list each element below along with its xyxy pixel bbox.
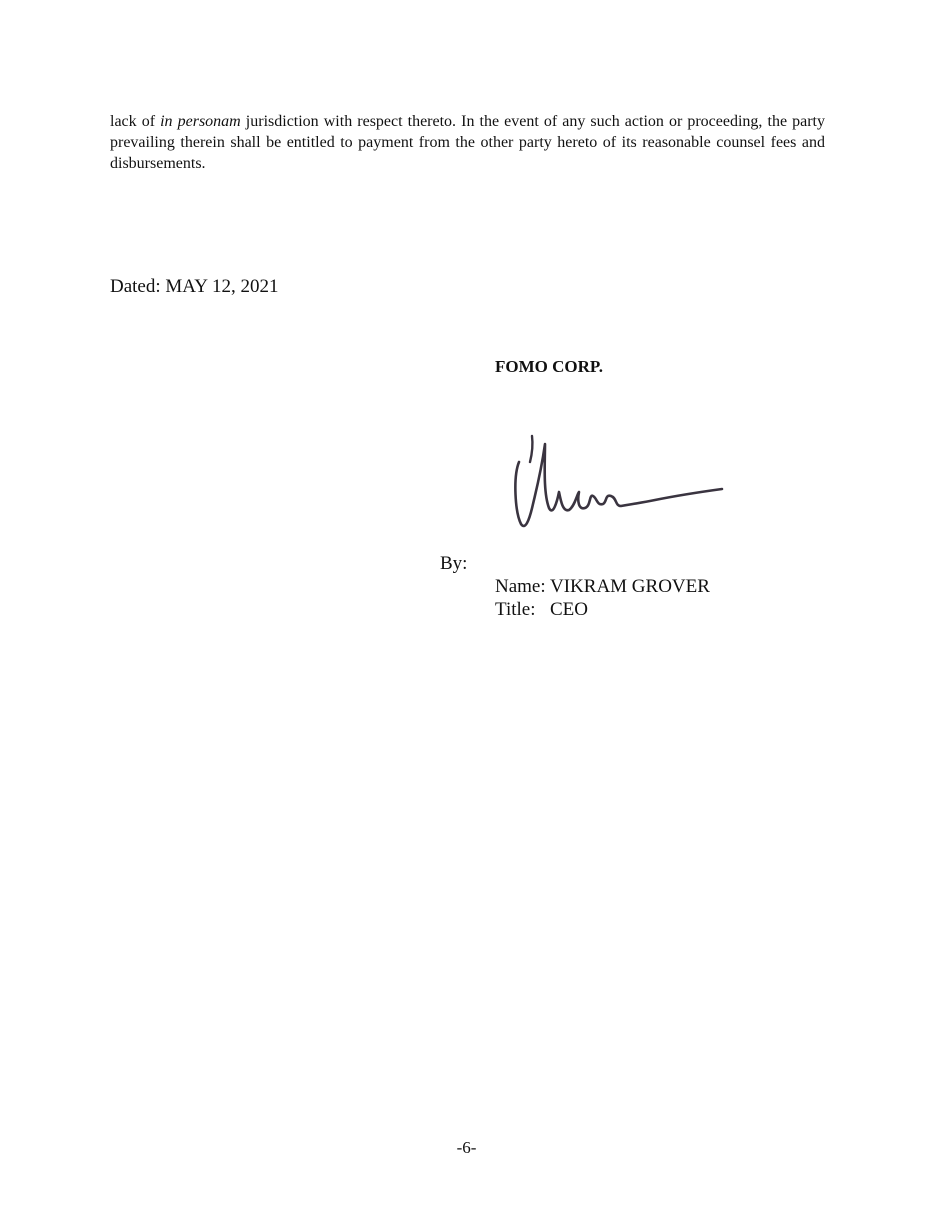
body-paragraph	[110, 111, 825, 174]
paragraph-text-end: jurisdiction with respect thereto. In the event of any such action or proceeding, the party prevailing therein shall be entitled to payment from the other party hereto of its reasonable counsel fees and disbursements.	[110, 113, 825, 172]
title-value: CEO	[550, 599, 588, 620]
company-name: FOMO CORP.	[495, 357, 603, 376]
name-value: VIKRAM GROVER	[550, 576, 710, 597]
page-number: -6-	[456, 1138, 477, 1157]
name-row	[495, 576, 710, 598]
by-label: By:	[440, 553, 468, 574]
name-label: Name:	[495, 576, 546, 597]
paragraph-text-start: lack of	[110, 113, 161, 130]
handwritten-signature-icon	[505, 432, 735, 542]
dated-line: Dated: MAY 12, 2021	[110, 276, 279, 297]
title-label: Title:	[495, 599, 536, 620]
title-row	[495, 599, 588, 621]
paragraph-italic-term: in personam	[160, 113, 241, 130]
